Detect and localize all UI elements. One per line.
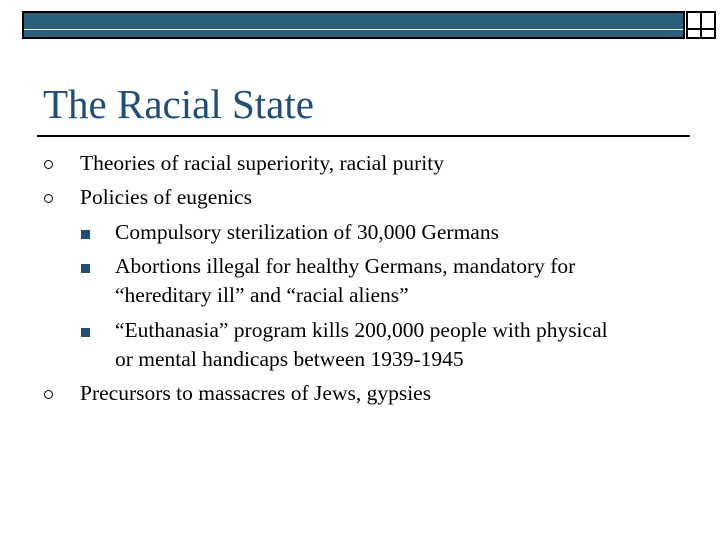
- square-bullet-icon: [81, 230, 90, 239]
- sub-bullet-abortions: Abortions illegal for healthy Germans, mandatory for: [115, 254, 576, 278]
- square-bullet-icon: [81, 264, 90, 273]
- bullet-item-theories: Theories of racial superiority, racial purity: [80, 151, 444, 175]
- sub-bullet-euthanasia: “Euthanasia” program kills 200,000 people with physical: [115, 318, 608, 342]
- hollow-circle-bullet-icon: [44, 194, 53, 203]
- hollow-circle-bullet-icon: [44, 160, 53, 169]
- hollow-circle-bullet-icon: [44, 390, 53, 399]
- bullet-item-precursors: Precursors to massacres of Jews, gypsies: [80, 381, 432, 405]
- bullet-item-policies: Policies of eugenics: [80, 185, 252, 209]
- square-bullet-icon: [81, 328, 90, 337]
- sub-bullet-abortions-continued: “hereditary ill” and “racial aliens”: [115, 283, 409, 307]
- slide-title: The Racial State: [43, 81, 314, 127]
- sub-bullet-euthanasia-continued: or mental handicaps between 1939-1945: [115, 347, 464, 371]
- sub-bullet-sterilization: Compulsory sterilization of 30,000 Germans: [115, 220, 499, 244]
